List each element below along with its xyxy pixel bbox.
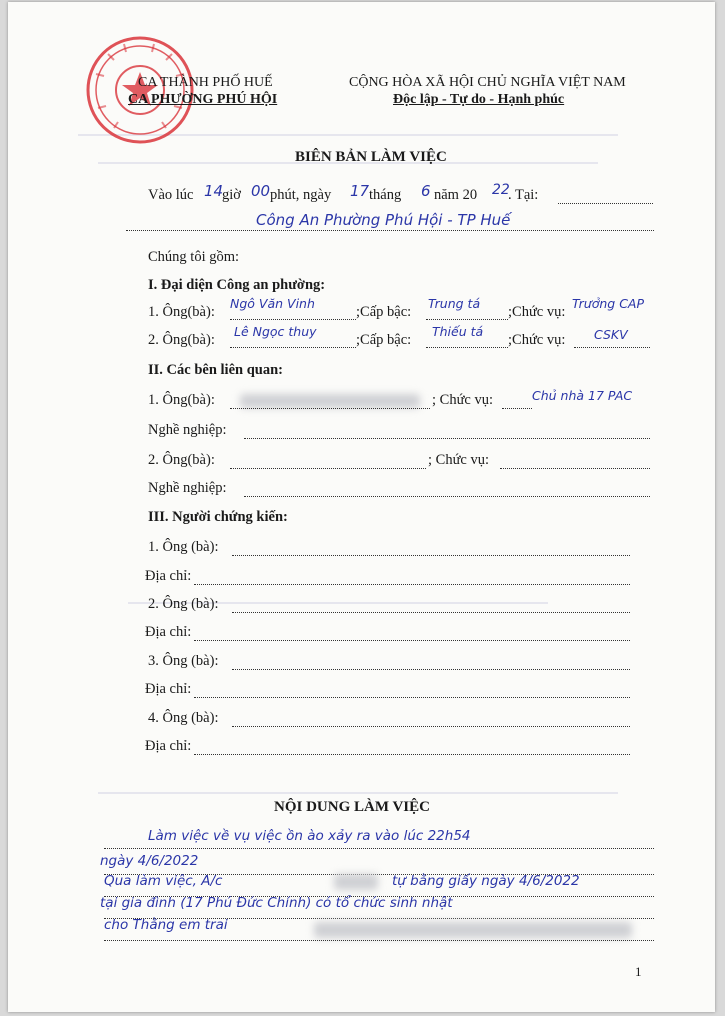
intro-label-place: . Tại: <box>508 187 539 203</box>
dotted-fill-line <box>194 584 630 585</box>
members-intro: Chúng tôi gồm: <box>148 249 240 265</box>
country-name: CỘNG HÒA XÃ HỘI CHỦ NGHĨA VIỆT NAM <box>349 75 626 90</box>
s1-row2-rank: Thiếu tá <box>432 324 484 339</box>
page-number: 1 <box>635 964 642 979</box>
national-motto: Độc lập - Tự do - Hạnh phúc <box>393 92 565 107</box>
s3-row2-addr-label: Địa chỉ: <box>145 624 192 640</box>
s1-row1-pos-label: ;Chức vụ: <box>508 304 566 320</box>
section2-title: II. Các bên liên quan: <box>148 362 283 378</box>
dotted-fill-line <box>426 347 508 348</box>
s2-row2-prefix: 2. Ông(bà): <box>148 452 215 468</box>
dotted-fill-line <box>230 468 426 469</box>
content-line-1: Làm việc về vụ việc ồn ào xảy ra vào lúc 22h54 <box>148 828 471 844</box>
s3-row3-name-label: 3. Ông (bà): <box>148 653 219 669</box>
intro-label-hour: giờ <box>222 187 241 203</box>
intro-label-year: năm 20 <box>434 187 478 203</box>
dotted-fill-line <box>126 230 654 231</box>
dotted-fill-line <box>232 555 630 556</box>
s1-row1-name: Ngô Văn Vinh <box>230 296 315 311</box>
s1-row2-rank-label: ;Cấp bậc: <box>356 332 412 348</box>
agency-line2: CA PHƯỜNG PHÚ HỘI <box>128 92 278 107</box>
dotted-fill-line <box>232 612 630 613</box>
intro-label-minute-day: phút, ngày <box>270 187 332 203</box>
s3-row2-name-label: 2. Ông (bà): <box>148 596 219 612</box>
s1-row1-rank: Trung tá <box>428 296 481 311</box>
dotted-fill-line <box>230 408 430 409</box>
document-title: BIÊN BẢN LÀM VIỆC <box>295 149 447 165</box>
dotted-fill-line <box>244 438 650 439</box>
s1-row1-prefix: 1. Ông(bà): <box>148 304 215 320</box>
s2-row1-pos: Chủ nhà 17 PAC <box>532 388 633 403</box>
redacted-name <box>240 394 420 408</box>
s3-row4-name-label: 4. Ông (bà): <box>148 710 219 726</box>
dotted-fill-line <box>502 408 532 409</box>
intro-label-time: Vào lúc <box>148 187 194 203</box>
s1-row1-pos: Trưởng CAP <box>572 296 645 311</box>
handwritten-year: 22 <box>492 182 510 198</box>
dotted-fill-line <box>194 754 630 755</box>
content-line-4: tự bằng giấy ngày 4/6/2022 <box>392 873 580 889</box>
intro-label-month: tháng <box>369 187 402 203</box>
dotted-fill-line <box>500 468 650 469</box>
s1-row2-pos: CSKV <box>594 327 628 342</box>
dotted-fill-line <box>230 347 356 348</box>
dotted-fill-line <box>232 726 630 727</box>
handwritten-place: Công An Phường Phú Hội - TP Huế <box>256 211 511 229</box>
dotted-fill-line <box>230 319 356 320</box>
section3-title: III. Người chứng kiến: <box>148 509 288 525</box>
s3-row1-addr-label: Địa chỉ: <box>145 568 192 584</box>
s3-row1-name-label: 1. Ông (bà): <box>148 539 219 555</box>
handwritten-hour: 14 <box>204 182 224 200</box>
handwritten-minute: 00 <box>251 182 271 200</box>
bleed-through-line <box>98 792 618 794</box>
dotted-fill-line <box>194 697 630 698</box>
handwritten-day: 17 <box>350 182 370 200</box>
s2-row1-pos-label: ; Chức vụ: <box>432 392 494 408</box>
dotted-fill-line <box>194 640 630 641</box>
content-line-5: tại gia đình (17 Phú Đức Chính) có tổ chức sinh nhật <box>100 895 453 911</box>
dotted-fill-line <box>104 940 654 941</box>
content-line-6: cho Thằng em trai <box>104 917 228 933</box>
s3-row4-addr-label: Địa chỉ: <box>145 738 192 754</box>
s1-row2-prefix: 2. Ông(bà): <box>148 332 215 348</box>
content-title: NỘI DUNG LÀM VIỆC <box>274 799 430 815</box>
s1-row2-pos-label: ;Chức vụ: <box>508 332 566 348</box>
handwritten-month: 6 <box>421 182 431 200</box>
document-page <box>8 2 715 1012</box>
s1-row1-rank-label: ;Cấp bậc: <box>356 304 412 320</box>
dotted-fill-line <box>574 347 650 348</box>
s2-job2-label: Nghề nghiệp: <box>148 480 227 496</box>
s1-row2-name: Lê Ngọc thuy <box>234 324 317 339</box>
s3-row3-addr-label: Địa chỉ: <box>145 681 192 697</box>
redacted-name <box>334 874 378 890</box>
dotted-fill-line <box>558 203 653 204</box>
content-line-2: ngày 4/6/2022 <box>100 853 199 869</box>
dotted-fill-line <box>426 319 508 320</box>
redacted-text <box>314 922 632 938</box>
s2-job1-label: Nghề nghiệp: <box>148 422 227 438</box>
dotted-fill-line <box>232 669 630 670</box>
agency-line1: CA THÀNH PHỐ HUẾ <box>138 75 273 90</box>
dotted-fill-line <box>244 496 650 497</box>
dotted-fill-line <box>104 848 654 849</box>
section1-title: I. Đại diện Công an phường: <box>148 277 326 293</box>
content-line-3: Qua làm việc, A/c <box>104 873 223 889</box>
s2-row1-prefix: 1. Ông(bà): <box>148 392 215 408</box>
s2-row2-pos-label: ; Chức vụ: <box>428 452 490 468</box>
